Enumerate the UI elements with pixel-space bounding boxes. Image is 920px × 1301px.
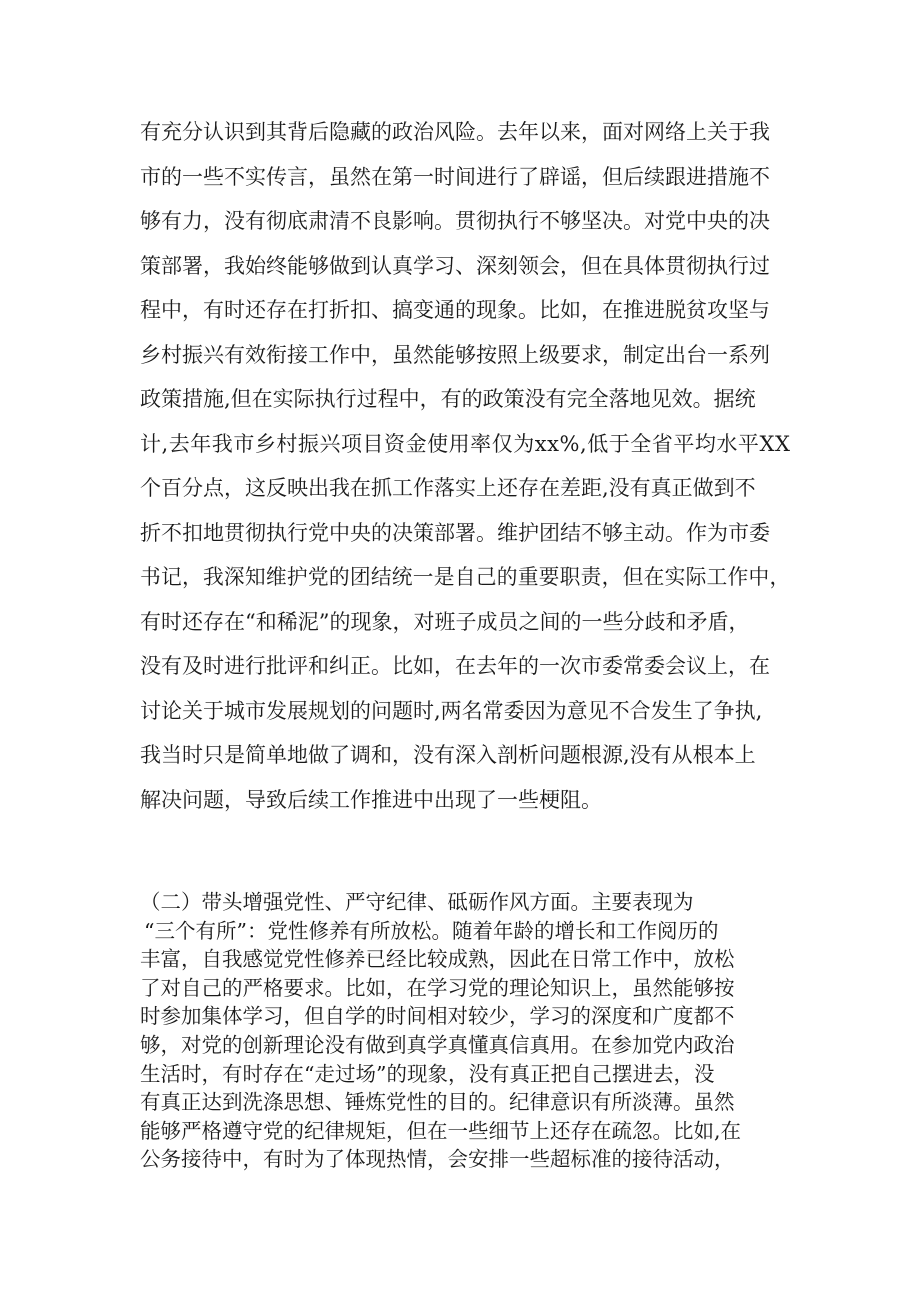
text-line: 计,去年我市乡村振兴项目资金使用率仅为xx%,低于全省平均水平XX [140, 431, 791, 456]
text-line: 乡村振兴有效衔接工作中，虽然能够按照上级要求，制定出台一系列 [140, 342, 770, 367]
text-line: 够有力，没有彻底肃清不良影响。贯彻执行不够坚决。对党中央的决 [140, 209, 770, 233]
text-line: 有真正达到洗涤思想、锤炼党性的目的。纪律意识有所淡薄。虽然 [140, 1090, 735, 1115]
text-line: 策部署，我始终能够做到认真学习、深刻领会，但在具体贯彻执行过 [140, 253, 770, 278]
text-line: 时参加集体学习，但自学的时间相对较少，学习的深度和广度都不 [140, 1004, 735, 1029]
text-line: 有时还存在“和稀泥”的现象，对班子成员之间的一些分歧和矛盾， [140, 609, 750, 634]
paragraph-1 [140, 110, 790, 822]
text-line: 程中，有时还存在打折扣、搞变通的现象。比如，在推进脱贫攻坚与 [140, 298, 770, 322]
text-line: 公务接待中，有时为了体现热情，会安排一些超标准的接待活动， [140, 1147, 735, 1172]
text-line: 个百分点，这反映出我在抓工作落实上还存在差距,没有真正做到不 [140, 476, 756, 500]
text-line: 没有及时进行批评和纠正。比如，在去年的一次市委常委会议上，在 [140, 654, 770, 678]
text-line: 市的一些不实传言，虽然在第一时间进行了辟谣，但后续跟进措施不 [140, 164, 770, 189]
text-line: 我当时只是简单地做了调和，没有深入剖析问题根源,没有从根本上 [140, 743, 756, 767]
text-line: 生活时，有时存在“走过场”的现象，没有真正把自己摆进去，没 [140, 1061, 715, 1086]
text-line: 书记，我深知维护党的团结统一是自己的重要职责，但在实际工作中， [140, 565, 791, 589]
text-line: 能够严格遵守党的纪律规矩，但在一些细节上还存在疏忽。比如,在 [140, 1118, 742, 1143]
text-line: 解决问题，导致后续工作推进中出现了一些梗阻。 [140, 787, 602, 812]
text-line: 了对自己的严格要求。比如，在学习党的理论知识上，虽然能够按 [140, 975, 735, 1000]
text-line: 折不扣地贯彻执行党中央的决策部署。维护团结不够主动。作为市委 [140, 520, 770, 545]
text-line: 丰富，自我感觉党性修养已经比较成熟，因此在日常工作中，放松 [140, 947, 735, 972]
text-line: 够，对党的创新理论没有做到真学真懂真信真用。在参加党内政治 [140, 1032, 735, 1057]
text-line: “三个有所”：党性修养有所放松。随着年龄的增长和工作阅历的 [144, 918, 719, 943]
text-line: 讨论关于城市发展规划的问题时,两名常委因为意见不合发生了争执, [140, 698, 763, 723]
section-heading-line: （二）带头增强党性、严守纪律、砥砺作风方面。主要表现为 [140, 890, 694, 914]
paragraph-2 [140, 888, 790, 1174]
text-line: 有充分认识到其背后隐藏的政治风险。去年以来，面对网络上关于我 [140, 120, 770, 144]
text-line: 政策措施,但在实际执行过程中，有的政策没有完全落地见效。据统 [140, 387, 756, 411]
